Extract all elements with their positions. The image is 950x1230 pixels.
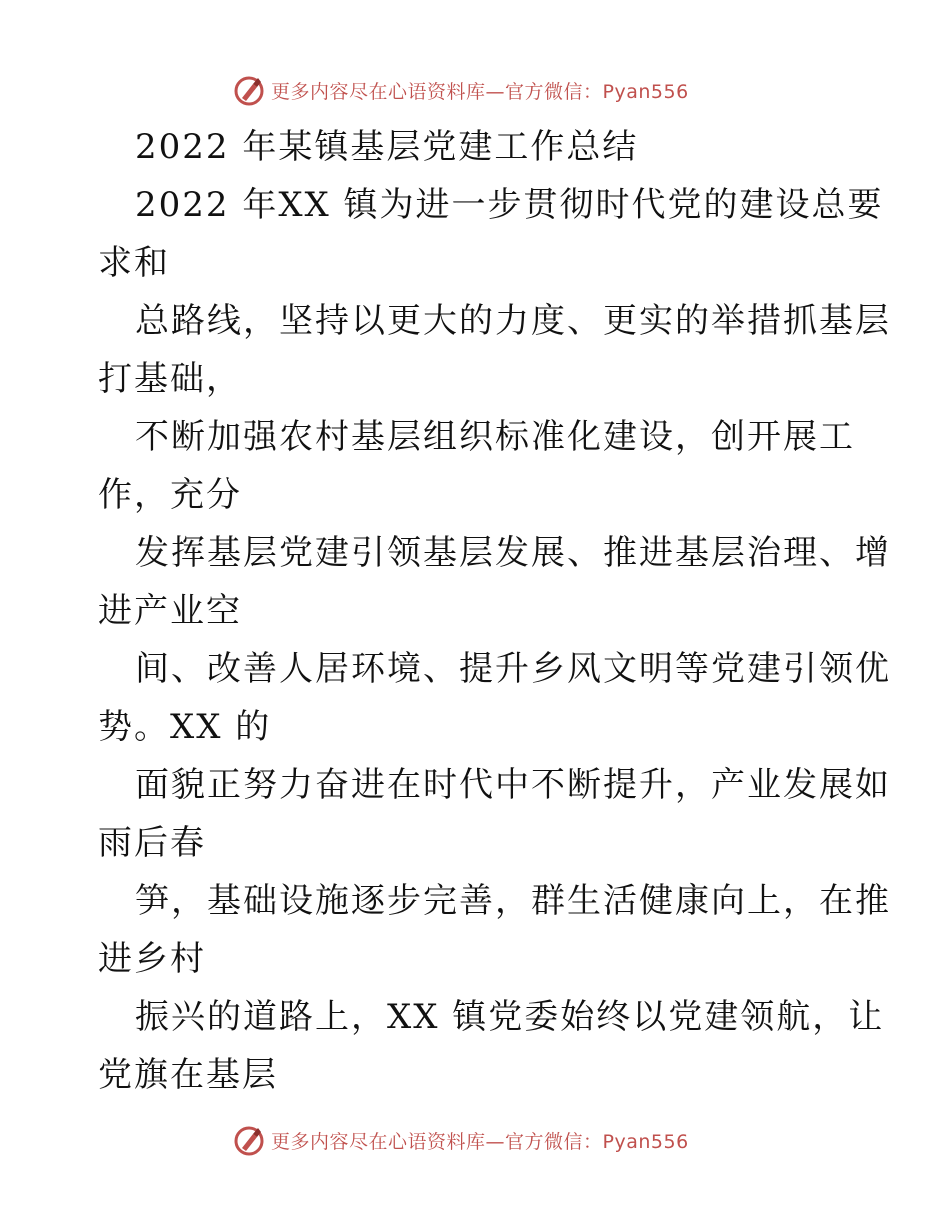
- banner-text: 更多内容尽在心语资料库—官方微信：Pyan556: [271, 80, 689, 103]
- paragraph-line: 面貌正努力奋进在时代中不断提升，产业发展如: [135, 765, 891, 805]
- header-banner: [0, 70, 950, 110]
- paragraph-line: 党旗在基层: [98, 1055, 278, 1095]
- paragraph-line: 笋，基础设施逐步完善，群生活健康向上，在推: [135, 881, 891, 921]
- paragraph-line: 总路线，坚持以更大的力度、更实的举措抓基层: [135, 301, 891, 341]
- paragraph-line: 发挥基层党建引领基层发展、推进基层治理、增: [135, 533, 891, 573]
- footer-banner: [0, 1120, 950, 1160]
- paragraph-line: 势。XX 的: [98, 707, 272, 747]
- paragraph-line: 进乡村: [98, 939, 206, 979]
- paragraph-line: 振兴的道路上，XX 镇党委始终以党建领航，让: [135, 997, 885, 1037]
- paragraph-line: 不断加强农村基层组织标准化建设，创开展工: [135, 417, 855, 457]
- paragraph-line: 求和: [98, 243, 170, 283]
- pen-logo-icon: [233, 1124, 265, 1156]
- paragraph-line: 间、改善人居环境、提升乡风文明等党建引领优: [135, 649, 891, 689]
- pen-logo-icon: [233, 74, 265, 106]
- paragraph-line: 进产业空: [98, 591, 242, 631]
- paragraph-line: 2022 年XX 镇为进一步贯彻时代党的建设总要: [135, 185, 884, 225]
- banner-text: 更多内容尽在心语资料库—官方微信：Pyan556: [271, 1130, 689, 1153]
- paragraph-line: 作，充分: [98, 475, 242, 515]
- document-title: 2022 年某镇基层党建工作总结: [135, 127, 639, 167]
- paragraph-line: 雨后春: [98, 823, 206, 863]
- paragraph-line: 打基础，: [98, 359, 242, 399]
